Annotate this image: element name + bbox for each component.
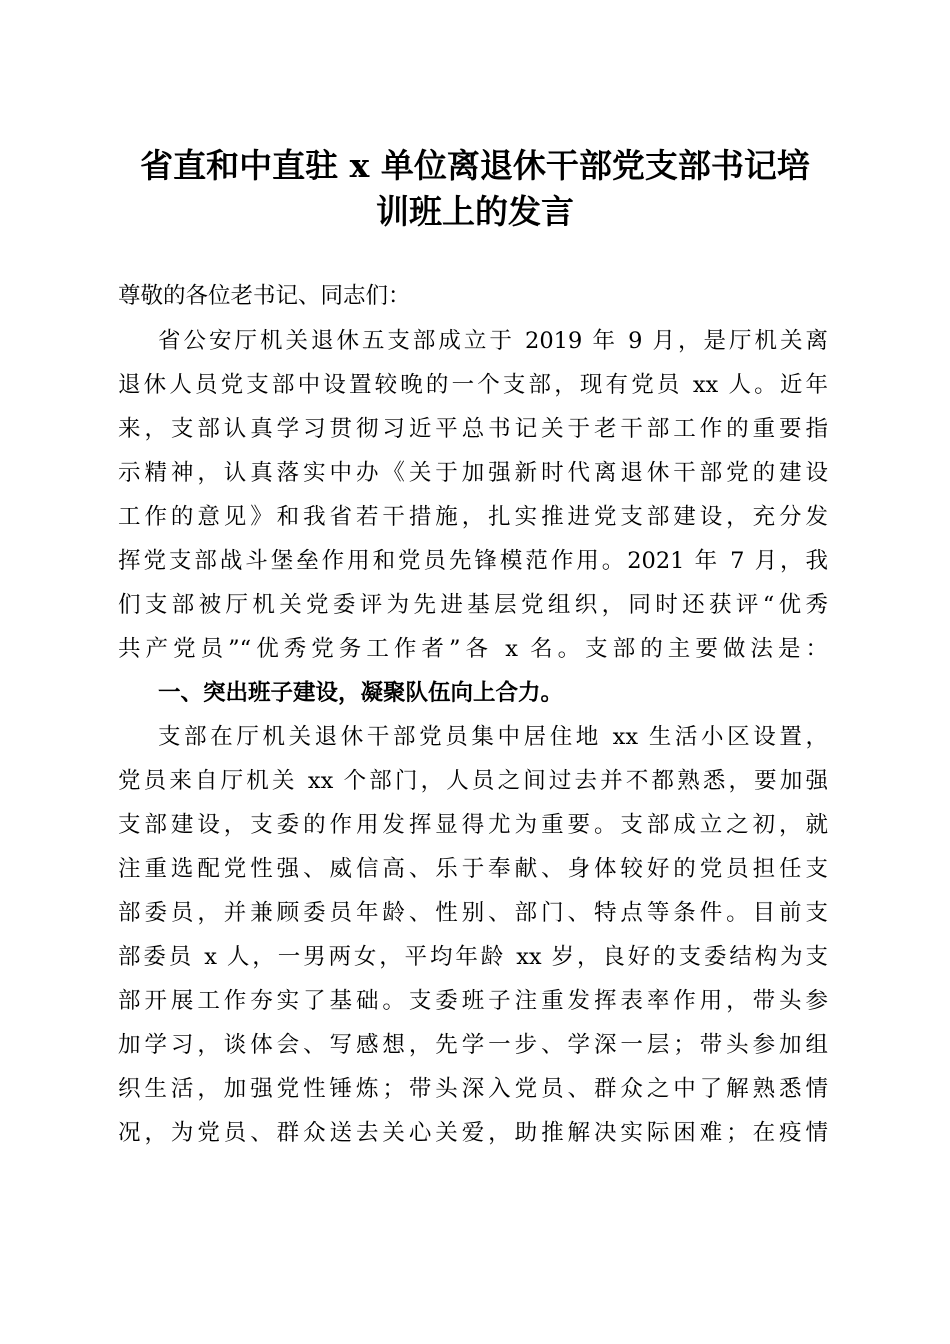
paragraph-2-line: 部委员，并兼顾委员年龄、性别、部门、特点等条件。目前支 <box>118 900 828 926</box>
paragraph-1-line: 省公安厅机关退休五支部成立于 2019 年 9 月，是厅机关离 <box>158 328 828 354</box>
document-title-line-2: 训班上的发言 <box>376 192 574 231</box>
paragraph-2-line: 党员来自厅机关 xx 个部门，人员之间过去并不都熟悉，要加强 <box>118 768 828 794</box>
paragraph-1-line: 们支部被厅机关党委评为先进基层党组织，同时还获评“优秀 <box>118 592 828 618</box>
section-heading-1: 一、突出班子建设，凝聚队伍向上合力。 <box>158 680 564 706</box>
paragraph-2-line: 注重选配党性强、威信高、乐于奉献、身体较好的党员担任支 <box>118 856 828 882</box>
salutation: 尊敬的各位老书记、同志们： <box>118 283 411 309</box>
paragraph-2-line: 部开展工作夯实了基础。支委班子注重发挥表率作用，带头参 <box>118 988 828 1014</box>
paragraph-2-line: 况，为党员、群众送去关心关爱，助推解决实际困难；在疫情 <box>118 1120 828 1146</box>
paragraph-1-line: 来，支部认真学习贯彻习近平总书记关于老干部工作的重要指 <box>118 416 828 442</box>
paragraph-2-line: 支部在厅机关退休干部党员集中居住地 xx 生活小区设置， <box>158 724 828 750</box>
paragraph-2-line: 加学习，谈体会、写感想，先学一步、学深一层；带头参加组 <box>118 1032 828 1058</box>
paragraph-2-line: 织生活，加强党性锤炼；带头深入党员、群众之中了解熟悉情 <box>118 1076 828 1102</box>
paragraph-2-line: 支部建设，支委的作用发挥显得尤为重要。支部成立之初，就 <box>118 812 828 838</box>
paragraph-1-line: 挥党支部战斗堡垒作用和党员先锋模范作用。2021 年 7 月，我 <box>118 548 828 574</box>
paragraph-1-line: 共产党员”“优秀党务工作者”各 x 名。支部的主要做法是： <box>118 636 828 662</box>
paragraph-1-line: 示精神，认真落实中办《关于加强新时代离退休干部党的建设 <box>118 460 828 486</box>
paragraph-2-line: 部委员 x 人，一男两女，平均年龄 xx 岁，良好的支委结构为支 <box>118 944 828 970</box>
paragraph-1-line: 退休人员党支部中设置较晚的一个支部，现有党员 xx 人。近年 <box>118 372 828 398</box>
document-title-line-1: 省直和中直驻 x 单位离退休干部党支部书记培 <box>140 146 810 185</box>
paragraph-1-line: 工作的意见》和我省若干措施，扎实推进党支部建设，充分发 <box>118 504 828 530</box>
